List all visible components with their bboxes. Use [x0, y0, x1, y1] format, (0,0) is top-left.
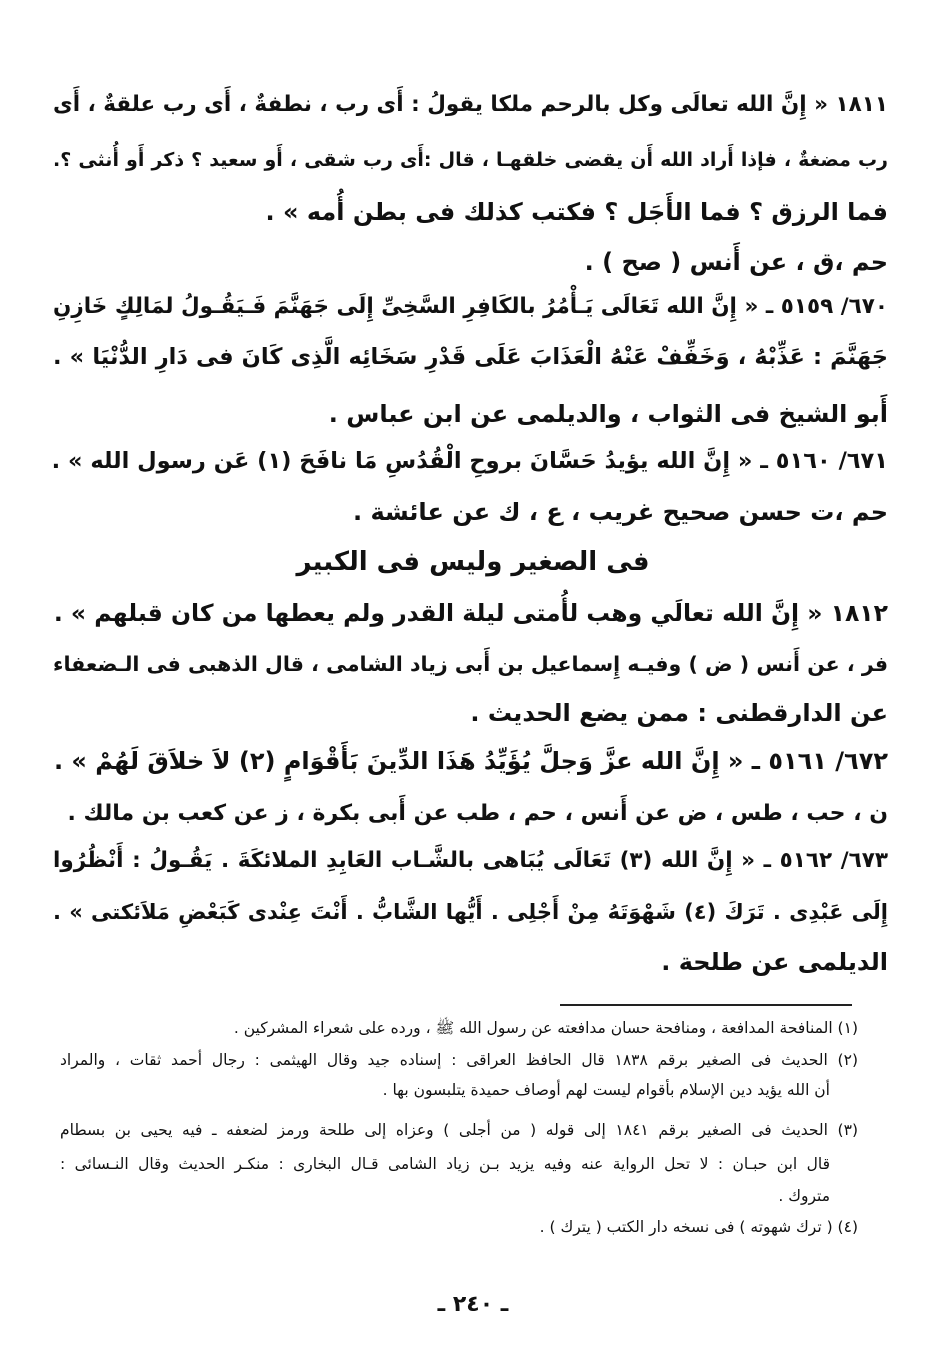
footnote-divider — [560, 1004, 852, 1006]
source-line: حم ،ق ، عن أَنس ( صح ) . — [584, 248, 888, 276]
footnote-3: (٣) الحديث فى الصغير برقم ١٨٤١ إلى قوله ( من أجلى ) وعزاه إلى طلحة ورمز لضعفه ـ فيه يحيى بن بسطام — [60, 1121, 858, 1139]
source-line: عن الدارقطنى : ممن يضع الحديث . — [470, 699, 888, 727]
hadith-673-line-2: إِلَى عَبْدِى . تَرَكَ (٤) شَهْوَتَهُ مِنْ أَجْلِى . أَيُّها الشَّابُّ . أَنْتَ عِنْدى كَبَعْضِ مَلاَئكتى » . — [53, 900, 888, 924]
footnote-2-continued: أن الله يؤيد دين الإسلام بأقوام ليست لهم أوصاف حميدة يتلبسون بها . — [382, 1081, 830, 1099]
footnote-1: (١) المنافحة المدافعة ، ومنافحة حسان مدافعته عن رسول الله ﷺ ، ورده على شعراء المشركين . — [233, 1019, 858, 1037]
source-line: أَبو الشيخ فى الثواب ، والديلمى عن ابن عباس . — [328, 400, 888, 428]
hadith-1811-line-1: ١٨١١ « إِنَّ الله تعالَى وكل بالرحم ملكا يقولُ : أَى رب ، نطفةٌ ، أَى رب علقةٌ ، أَى — [53, 92, 888, 117]
hadith-1811-line-2: رب مضغةٌ ، فإذا أَراد الله أَن يقضى خلقهـا ، قال :أَى رب شقى ، أَو سعيد ؟ ذكر أَو أُنثى ؟. — [53, 149, 888, 171]
source-line: ن ، حب ، طس ، ض عن أَنس ، حم ، طب عن أَبى بكرة ، ز عن كعب بن مالك . — [67, 801, 888, 826]
footnote-2: (٢) الحديث فى الصغير برقم ١٨٣٨ قال الحافظ العراقى : إسناده جيد وقال الهيثمى : رجال أحمد ثقات ، والمراد — [60, 1051, 858, 1069]
page-number: ـ ٢٤٠ ـ — [437, 1292, 509, 1317]
hadith-1811-line-3: فما الرزق ؟ فما الأَجَل ؟ فكتب كذلك فى بطن أُمه » . — [265, 198, 888, 226]
footnote-3-continued: قال ابن حبـان : لا تحل الرواية عنه وفيه يزيد بـن زياد الشامى قـال البخارى : منكـر الحديث وقال النـسائى : — [60, 1155, 830, 1173]
source-line: الديلمى عن طلحة . — [661, 948, 888, 976]
hadith-673-line-1: ٦٧٣/ ٥١٦٢ ـ « إِنَّ الله (٣) تَعَالَى يُبَاهى بالشَّـاب العَابِدِ الملائكَةَ . يَقُـولُ : أَنْظُرُوا — [53, 848, 888, 873]
hadith-671-line: ٦٧١/ ٥١٦٠ ـ « إِنَّ الله يؤيدُ حَسَّانَ بروحِ الْقُدُسِ مَا نافَحَ (١) عَن رسول الله » . — [51, 448, 888, 474]
hadith-670-line-2: جَهَنَّمَ : عَذِّبْهُ ، وَخَفِّفْ عَنْهُ الْعَذَابَ عَلَى قَدْرِ سَخَائِه الَّذِى كَانَ فى دَارِ الدُّنْيَا » . — [53, 344, 888, 370]
section-heading: فى الصغير وليس فى الكبير — [296, 547, 650, 577]
hadith-1812-line: ١٨١٢ « إِنَّ الله تعالَي وهب لأُمتى ليلة القدر ولم يعطها من كان قبلهم » . — [53, 599, 888, 627]
footnote-3-continued: متروك . — [778, 1187, 830, 1205]
source-line: فر ، عن أَنس ( ض ) وفيـه إِسماعيل بن أَبى زياد الشامى ، قال الذهبى فى الـضعفاء — [53, 652, 888, 676]
source-line: حم ،ت حسن صحيح غريب ، ع ، ك عن عائشة . — [352, 498, 888, 526]
hadith-670-line-1: ٦٧٠/ ٥١٥٩ ـ « إِنَّ الله تَعَالَى يَـأْمُرُ بالكَافِرِ السَّخِىِّ إِلَى جَهَنَّمَ فَـيَقُـولُ لمَالِكٍ خَازِنِ — [53, 294, 888, 319]
footnote-4: (٤) ( ترك شهوته ) فى نسخه دار الكتب ( يترك ) . — [539, 1218, 858, 1236]
hadith-672-line: ٦٧٢/ ٥١٦١ ـ « إِنَّ الله عزَّ وَجلَّ يُؤَيِّدُ هَذَا الدِّينَ بَأَقْوَامٍ (٢) لاَ خلاَقَ لَهُمْ » . — [53, 747, 888, 775]
